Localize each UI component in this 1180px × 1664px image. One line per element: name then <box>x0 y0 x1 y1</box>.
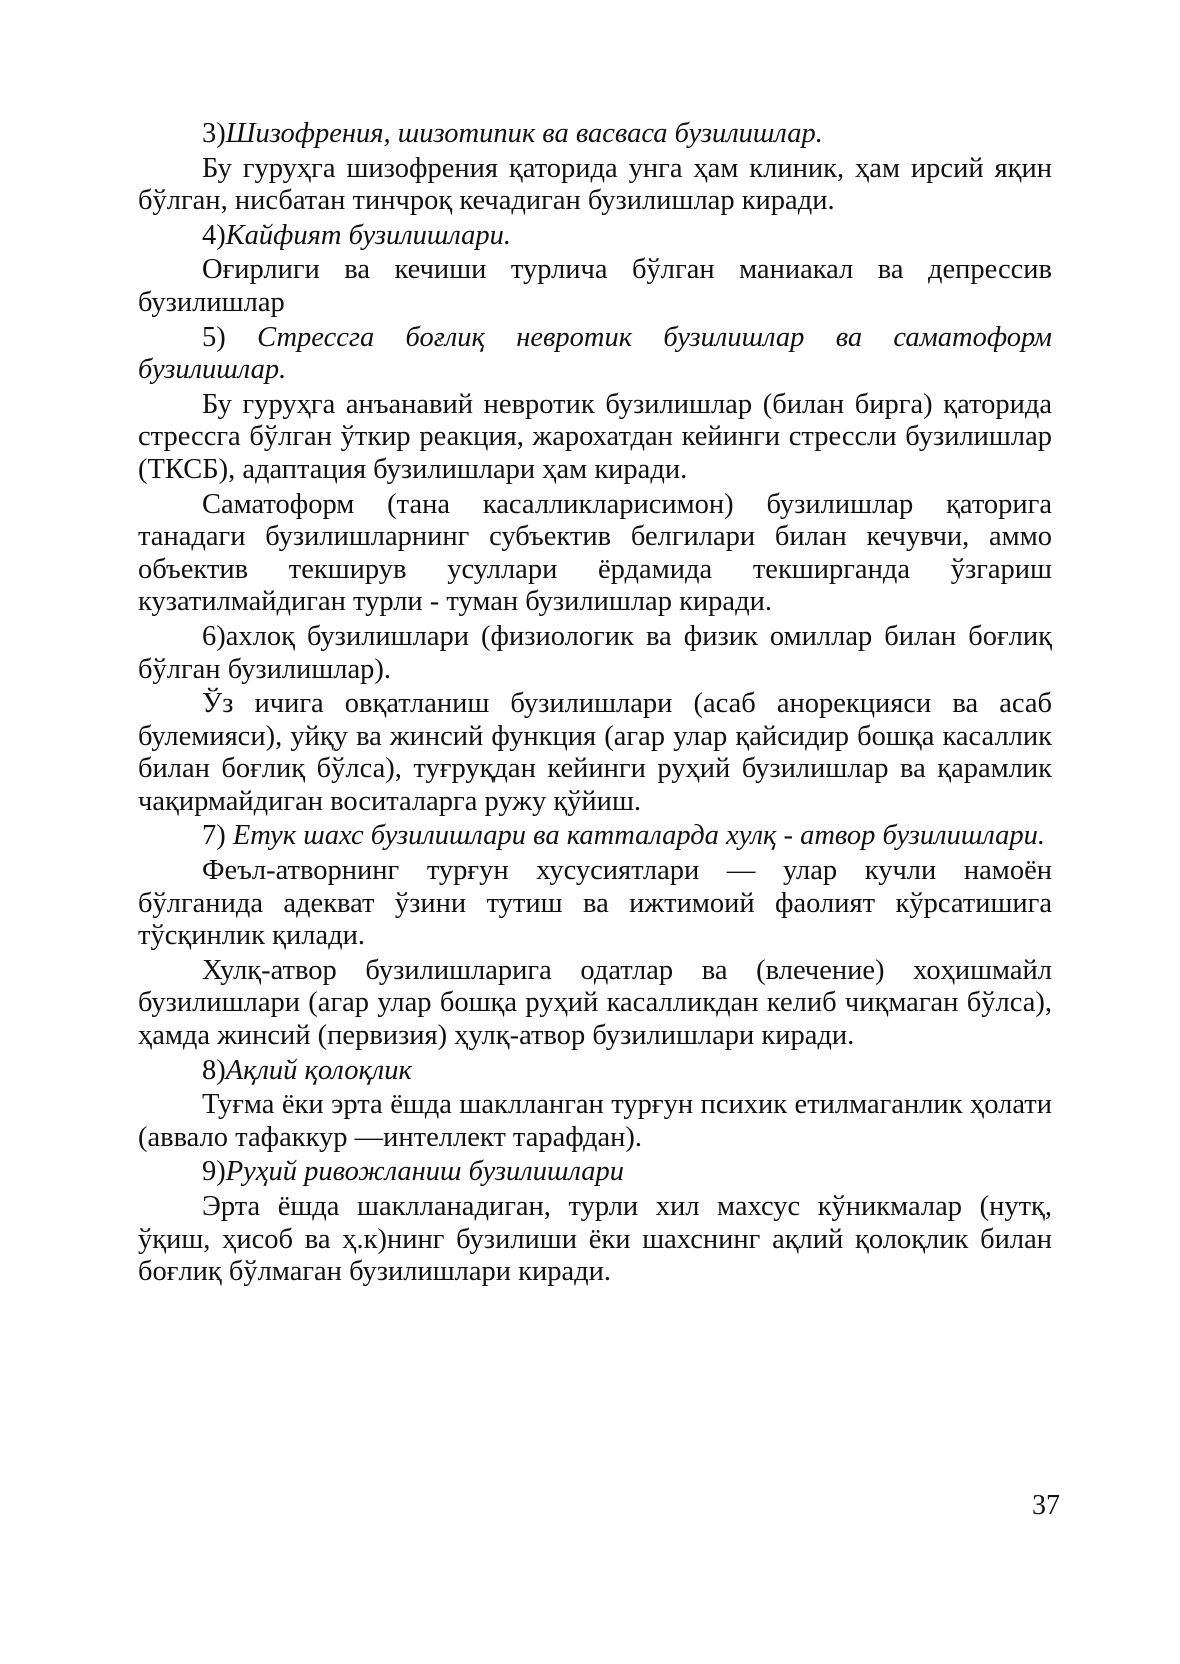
section-number: 3) <box>202 118 226 149</box>
section-title: Етук шахс бузилишлари ва катталарда хулқ - атвор бузилишлари. <box>232 820 1045 852</box>
section-number: 9) <box>202 1156 226 1188</box>
section-number: 5) <box>202 321 258 353</box>
section-heading-9 <box>138 1156 1052 1189</box>
paragraph: Хулқ-атвор бузилишларига одатлар ва (влечение) хоҳишмайл бузилишлари (агар улар бошқа руҳий касалликдан келиб чиқмаган бўлса), ҳамда жинсий (первизия) ҳулқ-атвор бузилишлари киради. <box>138 954 1052 1052</box>
section-title: Шизофрения, шизотипик ва васваса бузилишлар. <box>225 118 823 149</box>
page-body <box>138 118 1052 1291</box>
section-title: Стрессга боғлиқ невротик бузилишлар ва саматоформ бузилишлар. <box>138 321 1052 386</box>
section-heading-3 <box>138 118 1052 151</box>
section-title: Руҳий ривожланиш бузилишлари <box>225 1156 624 1188</box>
section-title: Ақлий қолоқлик <box>225 1054 412 1086</box>
section-title: Кайфият бузилишлари. <box>225 219 512 251</box>
paragraph: Оғирлиги ва кечиши турлича бўлган маниакал ва депрессив бузилишлар <box>138 254 1052 318</box>
paragraph: Ўз ичига овқатланиш бузилишлари (асаб анорекцияси ва асаб булемияси), уйқу ва жинсий функция (агар улар қайсидир бошқа касаллик билан боғлиқ бўлса), туғруқдан кейинги руҳий бузилишлар ва қарамлик чақирмайдиган воситаларга ружу қўйиш. <box>138 688 1052 817</box>
section-heading-7 <box>138 820 1052 853</box>
paragraph: Бу гуруҳга анъанавий невротик бузилишлар (билан бирга) қаторида стрессга бўлган ўткир реакция, жарохатдан кейинги стрессли бузилишлар (ТКСБ), адаптация бузилишлари ҳам киради. <box>138 388 1052 485</box>
section-number: 8) <box>202 1054 226 1086</box>
paragraph: Саматоформ (тана касалликларисимон) бузилишлар қаторига танадаги бузилишларнинг субъектив белгилари билан кечувчи, аммо объектив текширув усуллари ёрдамида текширганда ўзгариш кузатилмайдиган турли - туман бузилишлар киради. <box>138 488 1052 618</box>
section-number: 4) <box>202 219 226 251</box>
paragraph: Бу гуруҳга шизофрения қаторида унга ҳам клиник, ҳам ирсий яқин бўлган, нисбатан тинчроқ кечадиган бузилишлар киради. <box>138 152 1052 217</box>
page-number: 37 <box>1032 1490 1060 1521</box>
section-heading-8 <box>138 1055 1052 1088</box>
paragraph: Феъл-атворнинг турғун хусусиятлари — улар кучли намоён бўлганида адекват ўзини тутиш ва ижтимоий фаолият кўрсатишига тўсқинлик қилади. <box>138 855 1052 952</box>
section-heading-4 <box>138 220 1052 253</box>
section-heading-5 <box>138 322 1052 387</box>
paragraph-section-6: 6)ахлоқ бузилишлари (физиологик ва физик омиллар билан боғлиқ бўлган бузилишлар). <box>138 620 1052 685</box>
section-number: 7) <box>202 820 233 852</box>
paragraph: Туғма ёки эрта ёшда шаклланган турғун психик етилмаганлик ҳолати (аввало тафаккур —интеллект тарафдан). <box>138 1089 1052 1153</box>
paragraph: Эрта ёшда шаклланадиган, турли хил махсус кўникмалар (нутқ, ўқиш, ҳисоб ва ҳ.к)нинг бузилиши ёки шахснинг ақлий қолоқлик билан боғлиқ бўлмаган бузилишлари киради. <box>138 1191 1052 1288</box>
